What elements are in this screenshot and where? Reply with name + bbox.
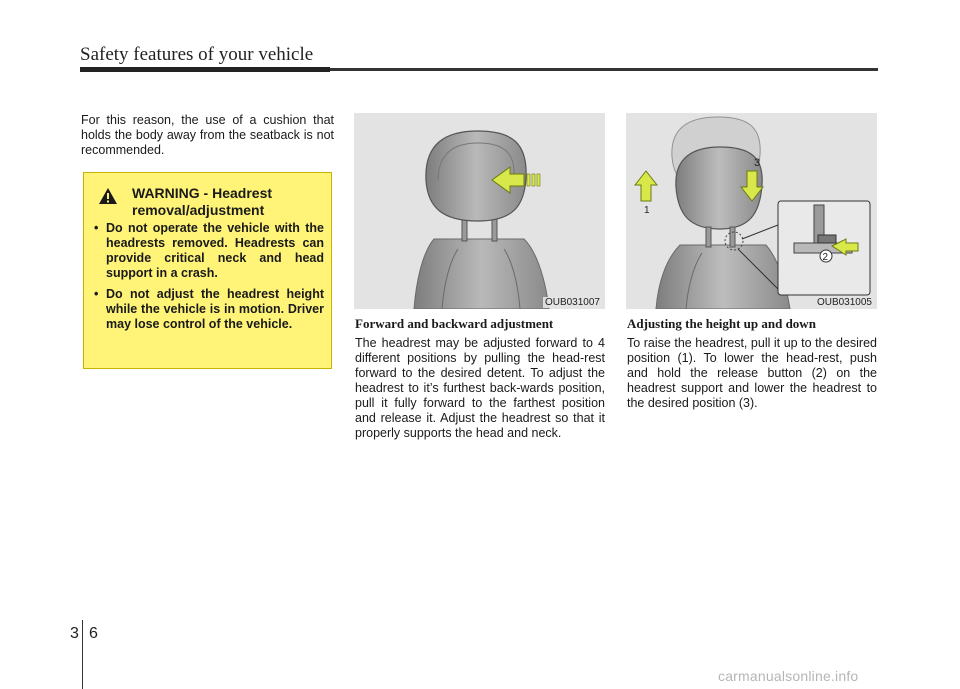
section-height-adjustment [627, 316, 877, 411]
section-height-title: Adjusting the height up and down [627, 316, 816, 331]
warning-title: WARNING - Headrest removal/adjustment [132, 185, 273, 218]
raise-arrow-icon [635, 171, 657, 201]
callout-3: 3 [754, 157, 761, 169]
figure-code-right: OUB031005 [816, 297, 872, 308]
section-forward-title: Forward and backward adjustment [355, 316, 554, 331]
warning-item-2: • Do not adjust the headrest height while the vehicle is in motion. Driver may lose control of the vehicle. [92, 287, 324, 332]
intro-paragraph: For this reason, the use of a cushion that holds the body away from the seatback is not recommended. [81, 113, 334, 157]
warning-item-1: • Do not operate the vehicle with the headrests removed. Headrests can provide critical neck and head support in a crash. [92, 221, 324, 281]
section-forward-body: The headrest may be adjusted forward to 4 different positions by pulling the head-rest forward to the desired detent. To adjust the headrest to it’s furthest back-wards position, pull it fully forward to the farthest position and release it. Adjust the headrest so that it properly supports the head and neck. [355, 336, 605, 440]
warning-list [92, 221, 324, 338]
watermark: carmanualsonline.info [718, 668, 859, 684]
section-forward-adjustment [355, 316, 605, 441]
headrest-illustration [354, 113, 605, 309]
page-vertical-rule [82, 620, 83, 689]
page-chapter-number: 3 [70, 625, 79, 642]
warning-box [83, 172, 332, 369]
figure-code-left: OUB031007 [544, 297, 600, 308]
figure-forward-adjustment [354, 113, 605, 309]
header-rule-accent [80, 67, 330, 72]
page-header-title: Safety features of your vehicle [80, 44, 314, 65]
headrest-height-illustration [626, 113, 877, 309]
section-height-body: To raise the headrest, pull it up to the desired position (1). To lower the head-rest, push and hold the release button (2) on the headrest support and lower the headrest to the desired position (3). [627, 336, 877, 410]
callout-1: 1 [644, 205, 650, 216]
page-number: 6 [89, 625, 98, 642]
callout-2: 2 [822, 252, 829, 263]
figure-height-adjustment [626, 113, 877, 309]
warning-triangle-icon [98, 187, 118, 205]
